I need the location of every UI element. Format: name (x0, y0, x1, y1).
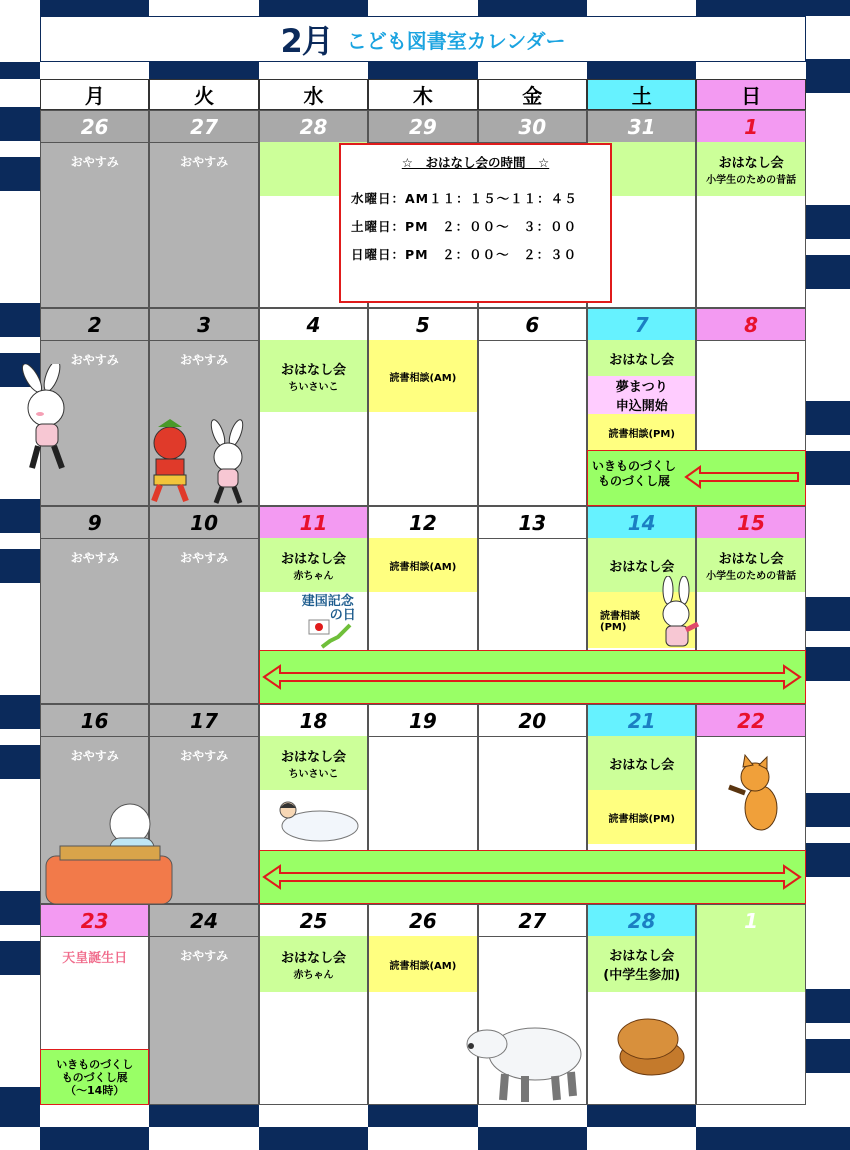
closed-label: おやすみ (70, 551, 119, 565)
day-number: 28 (260, 111, 367, 143)
event-block (697, 936, 804, 992)
event-subtitle: 申込開始 (615, 399, 668, 414)
notice-line-sat: 土曜日：PM ２：００～ ３：００ (351, 219, 578, 234)
check-square (0, 891, 40, 925)
check-square (696, 1127, 805, 1150)
exhibit-arrow (684, 465, 802, 489)
exhibit-arrow (262, 864, 802, 890)
event-ohanashi (697, 538, 804, 592)
day-number: 27 (150, 111, 257, 143)
day-number: 30 (479, 111, 586, 143)
closed-label: おやすみ (180, 155, 229, 169)
check-square (368, 1105, 477, 1127)
event-title: おはなし会 (609, 559, 675, 575)
check-square (806, 1127, 850, 1150)
check-square (806, 1039, 850, 1073)
event-title: おはなし会 (609, 352, 675, 368)
day-number: 18 (260, 705, 367, 737)
check-square (0, 941, 40, 975)
exhibit-bar-week3 (259, 650, 806, 704)
check-square (0, 549, 40, 583)
day-number: 20 (479, 705, 586, 737)
day-cell (40, 506, 149, 704)
day-number: 9 (41, 507, 148, 539)
exhibit-label-line2: ものづくし展 (61, 1070, 128, 1084)
event-title: おはなし会 (718, 156, 784, 171)
event-ohanashi (697, 142, 804, 196)
event-subtitle: (PM) (600, 622, 627, 633)
event-subtitle: 小学生のための昔話 (706, 571, 797, 582)
check-square (587, 62, 696, 79)
exhibit-label-line2: ものづくし展 (598, 474, 671, 488)
weekday-sat: 土 (587, 79, 696, 110)
event-title: おはなし会 (280, 363, 346, 378)
check-square (478, 0, 587, 16)
closed-label: おやすみ (70, 353, 119, 367)
day-number: 26 (41, 111, 148, 143)
check-square (259, 0, 368, 16)
day-number: 23 (41, 905, 148, 937)
day-cell (149, 506, 258, 704)
month-label: 2月 (280, 22, 333, 60)
check-square (478, 1127, 587, 1150)
page-title: こども図書室カレンダー (346, 28, 566, 53)
day-number: 17 (150, 705, 257, 737)
check-square (806, 597, 850, 631)
day-number: 5 (369, 309, 476, 341)
day-cell (259, 904, 368, 1105)
exhibit-label-line3: （～14時） (65, 1083, 125, 1097)
day-number: 24 (150, 905, 257, 937)
event-dokusho (369, 340, 476, 412)
day-number: 28 (588, 905, 695, 937)
closed-label: おやすみ (180, 949, 229, 963)
japan-flag-map-icon (308, 619, 352, 649)
event-title: 夢まつり (615, 380, 668, 395)
event-title: おはなし会 (609, 757, 675, 773)
event-yumematsuri (588, 376, 695, 414)
event-ohanashi (260, 936, 367, 992)
event-title: 読書相談(AM) (389, 561, 457, 573)
polar-bear-kotatsu-icon (40, 794, 188, 906)
check-square (806, 255, 850, 289)
check-square (806, 401, 850, 435)
event-ohanashi-junior (588, 936, 695, 992)
check-square (806, 647, 850, 681)
day-number: 12 (369, 507, 476, 539)
event-title: 読書相談(AM) (389, 960, 457, 972)
day-number: 21 (588, 705, 695, 737)
day-number: 29 (369, 111, 476, 143)
cat-icon (721, 753, 791, 833)
polar-bear-icon (465, 1014, 585, 1104)
event-subtitle: ちいさいこ (288, 769, 339, 780)
check-square (806, 59, 850, 93)
event-title: 読書相談 (600, 611, 640, 622)
event-ohanashi (260, 736, 367, 790)
check-square (149, 62, 258, 79)
rabbit-icon (18, 364, 88, 474)
event-ohanashi (588, 340, 695, 376)
holiday-label-line1: 建国記念 (301, 594, 354, 609)
exhibit-label-line1: いきものづくし (56, 1057, 134, 1071)
day-number: 27 (479, 905, 586, 937)
day-cell (40, 110, 149, 308)
notice-heading: ☆ おはなし会の時間 ☆ (401, 155, 550, 170)
event-subtitle: 赤ちゃん (293, 970, 334, 981)
check-square (806, 0, 850, 16)
day-cell (587, 904, 696, 1105)
check-square (0, 107, 40, 141)
day-number: 31 (588, 111, 695, 143)
event-dokusho (588, 414, 695, 450)
day-number: 7 (588, 309, 695, 341)
week-5 (40, 904, 806, 1105)
day-cell (696, 110, 805, 308)
event-subtitle: 赤ちゃん (293, 571, 334, 582)
check-square (0, 695, 40, 729)
day-number: 15 (697, 507, 804, 539)
title-banner (40, 16, 806, 62)
weekday-wed: 水 (259, 79, 368, 110)
day-number: 1 (697, 905, 804, 937)
exhibit-label (592, 459, 676, 489)
day-number: 4 (260, 309, 367, 341)
event-subtitle: (中学生参加) (603, 968, 681, 983)
day-cell (368, 308, 477, 506)
event-title: おはなし会 (280, 552, 346, 567)
closed-label: おやすみ (180, 749, 229, 763)
closed-label: おやすみ (180, 353, 229, 367)
exhibit-bar-start (587, 450, 806, 506)
check-square (0, 62, 40, 79)
check-square (0, 745, 40, 779)
exhibit-bar-end (40, 1049, 149, 1105)
day-number: 1 (697, 111, 804, 143)
event-title: おはなし会 (718, 552, 784, 567)
day-number: 26 (369, 905, 476, 937)
notice-line-wed: 水曜日：AM１１：１５～１１：４５ (351, 191, 578, 206)
holiday-label-line2: の日 (329, 608, 356, 623)
weekday-mon: 月 (40, 79, 149, 110)
event-ohanashi (588, 736, 695, 790)
oni-demon-icon (130, 419, 210, 504)
day-number: 8 (697, 309, 804, 341)
notice-line-sun: 日曜日：PM ２：００～ ２：３０ (351, 247, 578, 262)
check-square (0, 303, 40, 337)
day-number: 14 (588, 507, 695, 539)
event-dokusho (588, 790, 695, 844)
event-title: おはなし会 (280, 951, 346, 966)
day-cell (149, 110, 258, 308)
day-cell (259, 308, 368, 506)
check-square (368, 62, 477, 79)
event-title: おはなし会 (280, 750, 346, 765)
closed-label: おやすみ (180, 551, 229, 565)
check-square (259, 1127, 368, 1150)
day-cell (696, 904, 805, 1105)
day-number: 25 (260, 905, 367, 937)
weekday-thu: 木 (368, 79, 477, 110)
event-dokusho (369, 936, 476, 992)
day-number: 22 (697, 705, 804, 737)
day-number: 2 (41, 309, 148, 341)
check-square (806, 205, 850, 239)
event-title: 読書相談(PM) (608, 428, 675, 440)
check-square (806, 451, 850, 485)
check-square (806, 989, 850, 1023)
exhibit-bar-week4 (259, 850, 806, 904)
event-title: おはなし会 (609, 949, 675, 964)
check-square (587, 1105, 696, 1127)
day-number: 3 (150, 309, 257, 341)
check-square (806, 793, 850, 827)
check-square (0, 499, 40, 533)
closed-label: おやすみ (70, 749, 119, 763)
rabbit-icon (650, 576, 705, 651)
weekday-tue: 火 (149, 79, 258, 110)
event-title: 読書相談(AM) (389, 372, 457, 384)
event-ohanashi (260, 340, 367, 412)
check-square (40, 0, 149, 16)
closed-label: おやすみ (70, 155, 119, 169)
day-cell (478, 308, 587, 506)
check-square (0, 157, 40, 191)
check-square (0, 1087, 40, 1119)
day-cell (368, 904, 477, 1105)
day-number: 6 (479, 309, 586, 341)
day-cell (149, 904, 258, 1105)
event-subtitle: ちいさいこ (288, 382, 339, 393)
exhibit-arrow (262, 664, 802, 690)
check-square (806, 843, 850, 877)
day-number: 13 (479, 507, 586, 539)
event-title: 読書相談(PM) (608, 813, 675, 825)
day-number: 16 (41, 705, 148, 737)
day-number: 19 (369, 705, 476, 737)
rabbit-icon (200, 419, 260, 504)
weekday-fri: 金 (478, 79, 587, 110)
event-dokusho (369, 538, 476, 592)
event-subtitle: 小学生のための昔話 (706, 175, 797, 186)
check-square (40, 1127, 149, 1150)
storytime-notice (339, 143, 612, 303)
exhibit-label-line1: いきものづくし (592, 459, 677, 473)
day-number: 11 (260, 507, 367, 539)
weekday-sun: 日 (696, 79, 805, 110)
event-ohanashi (260, 538, 367, 592)
check-square (696, 0, 805, 16)
holiday-label: 天皇誕生日 (62, 951, 128, 966)
check-square (149, 1105, 258, 1127)
day-number: 10 (150, 507, 257, 539)
cookies-icon (616, 1013, 688, 1079)
sleeping-child-icon (270, 790, 360, 845)
